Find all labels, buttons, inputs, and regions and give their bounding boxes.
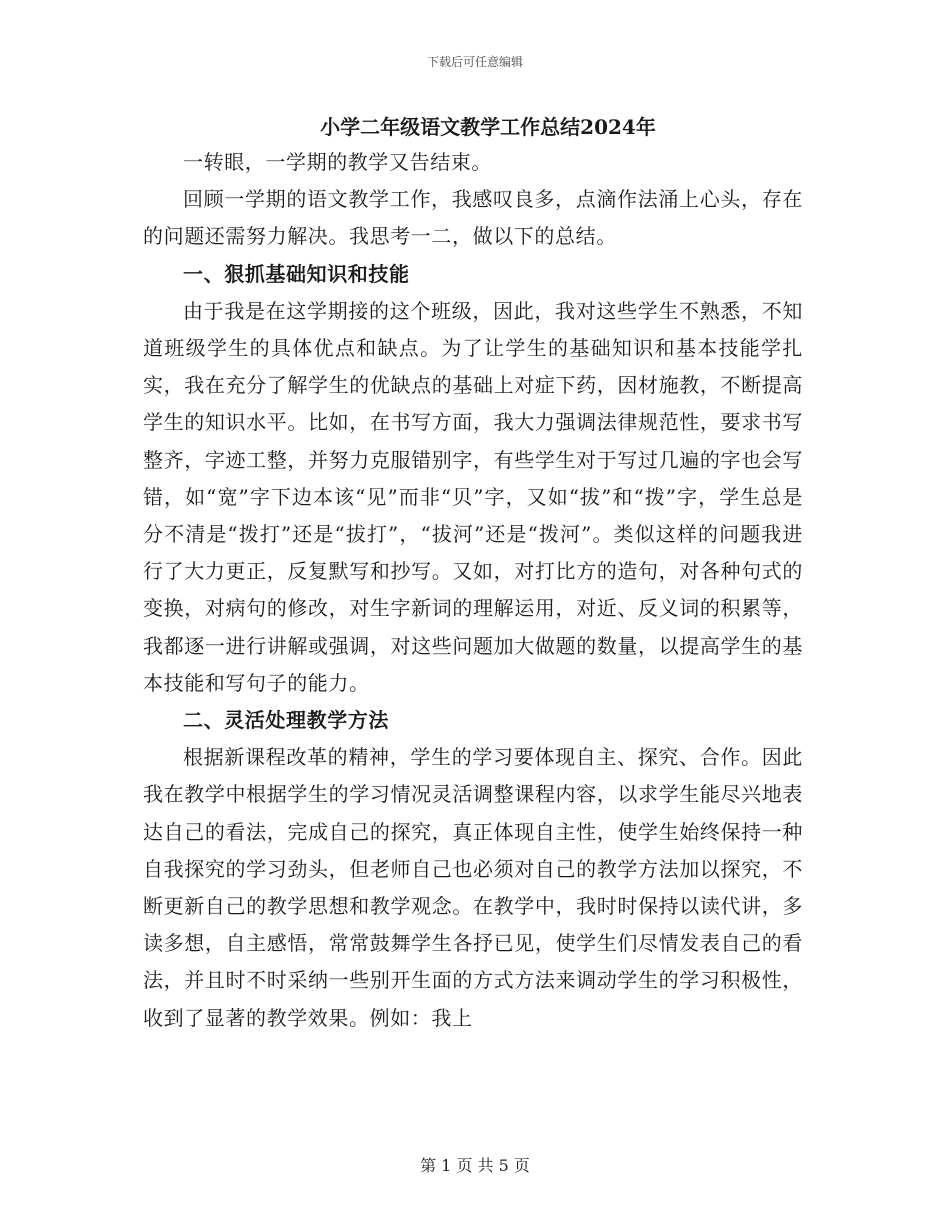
document-title: 小学二年级语文教学工作总结2024年	[320, 115, 656, 139]
paragraph-methods: 根据新课程改革的精神，学生的学习要体现自主、探究、合作。因此我在教学中根据学生的学习情况灵活调整课程内容，以求学生能尽兴地表达自己的看法，完成自己的探究，真正体现自主性，使学生始终保持一种自我探究的学习劲头，但老师自己也必须对自己的教学方法加以探究，不断更新自己的教学思想和教学观念。在教学中，我时时保持以读代讲，多读多想，自主感悟，常常鼓舞学生各抒已见，使学生们尽情发表自己的看法，并且时不时采纳一些别开生面的方式方法来调动学生的学习积极性，收到了显著的教学效果。例如：我上	[143, 745, 803, 1030]
document-body	[143, 112, 803, 1037]
section-heading-methods: 二、灵活处理教学方法	[183, 708, 389, 733]
page-header-note: 下载后可任意编辑	[426, 55, 523, 69]
page-number: 第 1 页 共 5 页	[420, 1156, 530, 1175]
section-heading-basics: 一、狠抓基础知识和技能	[183, 261, 410, 286]
paragraph-basics: 由于我是在这学期接的这个班级，因此，我对这些学生不熟悉，不知道班级学生的具体优点和缺点。为了让学生的基础知识和基本技能学扎实，我在充分了解学生的优缺点的基础上对症下药，因材施教，不断提高学生的知识水平。比如，在书写方面，我大力强调法律规范性，要求书写整齐，字迹工整，并努力克服错别字，有些学生对于写过几遍的字也会写错，如“宽”字下边本该“见”而非“贝”字，又如“拔”和“拨”字，学生总是分不清是“拨打”还是“拔打”，“拔河”还是“拨河”。类似这样的问题我进行了大力更正，反复默写和抄写。又如，对打比方的造句，对各种句式的变换，对病句的修改，对生字新词的理解运用，对近、反义词的积累等，我都逐一进行讲解或强调，对这些问题加大做题的数量，以提高学生的基本技能和写句子的能力。	[143, 298, 803, 695]
paragraph-intro: 一转眼，一学期的教学又告结束。	[183, 150, 492, 174]
paragraph-review: 回顾一学期的语文教学工作，我感叹良多，点滴作法涌上心头，存在的问题还需努力解决。我思考一二，做以下的总结。	[143, 187, 803, 249]
